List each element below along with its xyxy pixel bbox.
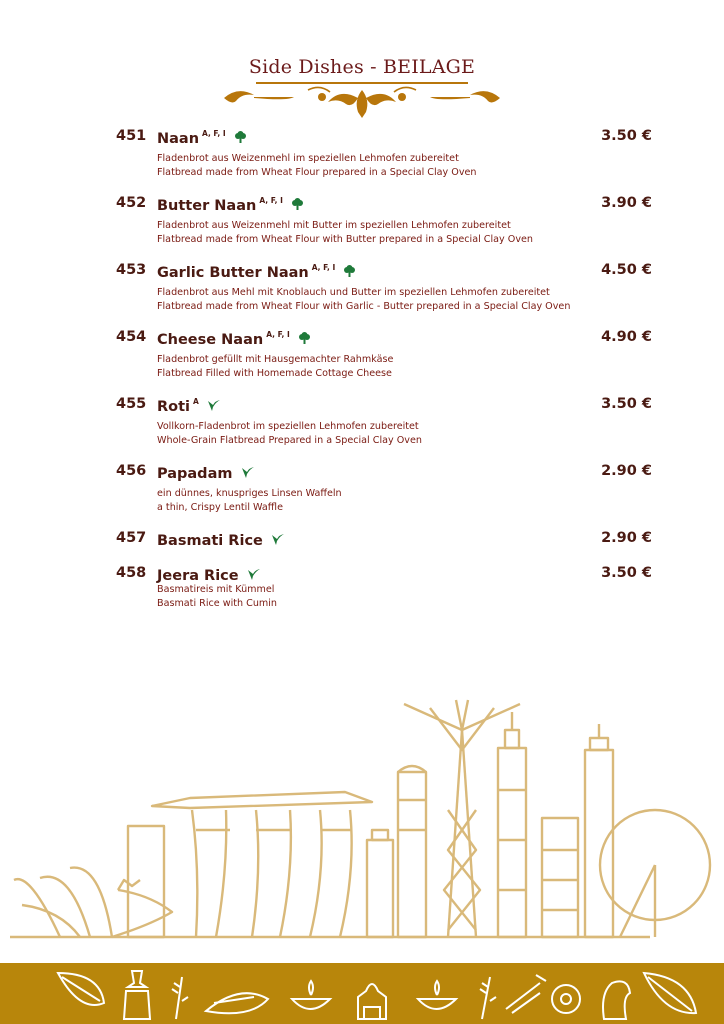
- footer-icons-pattern: [0, 963, 724, 1024]
- description-english: Whole-Grain Flatbread Prepared in a Special Clay Oven: [157, 434, 422, 446]
- wheat-icon-2: [480, 977, 496, 1019]
- item-number: 456: [116, 463, 147, 479]
- item-number: 452: [116, 195, 147, 211]
- allergen-codes: A, F, I: [266, 330, 290, 339]
- menu-list: [116, 128, 652, 632]
- merlion-icon: [603, 981, 630, 1019]
- vegan-leaf-icon: [241, 466, 255, 479]
- item-number: 455: [116, 396, 147, 412]
- item-name: Jeera Rice: [157, 568, 239, 584]
- menu-header: [0, 50, 724, 78]
- item-name: Naan: [157, 131, 200, 147]
- item-description: [157, 219, 533, 246]
- description-german: Fladenbrot aus Weizenmehl im speziellen Lehmofen zubereitet: [157, 153, 459, 164]
- broccoli-icon: [343, 265, 356, 278]
- description-english: Flatbread made from Wheat Flour with Garlic - Butter prepared in a Special Clay Oven: [157, 300, 571, 312]
- menu-item: [116, 262, 652, 329]
- menu-item: [116, 565, 652, 632]
- item-description: [157, 487, 342, 514]
- vegan-leaf-icon: [271, 533, 285, 546]
- description-english: Flatbread made from Wheat Flour with Butter prepared in a Special Clay Oven: [157, 233, 533, 245]
- bread-basket-icon: [206, 993, 268, 1013]
- item-price: 3.90 €: [601, 195, 652, 211]
- item-description: [157, 286, 570, 313]
- vegan-leaf-icon: [207, 399, 221, 412]
- menu-item: [116, 530, 652, 565]
- skyline-illustration: [0, 690, 724, 945]
- lamp-tower-icon: [124, 971, 150, 1019]
- item-name: Papadam: [157, 466, 233, 482]
- item-number: 457: [116, 530, 147, 546]
- description-german: Vollkorn-Fladenbrot im speziellen Lehmofen zubereitet: [157, 421, 419, 432]
- item-price: 4.90 €: [601, 329, 652, 345]
- wheat-icon: [172, 977, 188, 1019]
- item-description: [157, 420, 422, 447]
- item-price: 3.50 €: [601, 565, 652, 581]
- item-description: [157, 152, 477, 179]
- oil-lamp-icon: [292, 981, 330, 1009]
- item-name: Cheese Naan: [157, 332, 264, 348]
- item-price: 4.50 €: [601, 262, 652, 278]
- item-description: [157, 353, 393, 380]
- allergen-codes: A, F, I: [259, 196, 283, 205]
- description-german: Fladenbrot aus Mehl mit Knoblauch und Butter im speziellen Lehmofen zubereitet: [157, 287, 550, 298]
- item-price: 2.90 €: [601, 463, 652, 479]
- broccoli-icon: [298, 332, 311, 345]
- item-number: 454: [116, 329, 147, 345]
- spice-grinder-icon: [506, 975, 546, 1013]
- description-german: Fladenbrot gefüllt mit Hausgemachter Rahmkäse: [157, 354, 394, 365]
- leaf-icon-2: [644, 973, 696, 1013]
- menu-item: [116, 128, 652, 195]
- description-english: Flatbread made from Wheat Flour prepared in a Special Clay Oven: [157, 166, 477, 178]
- item-number: 453: [116, 262, 147, 278]
- item-price: 3.50 €: [601, 128, 652, 144]
- description-english: a thin, Crispy Lentil Waffle: [157, 501, 283, 513]
- menu-item: [116, 463, 652, 530]
- menu-item: [116, 329, 652, 396]
- item-price: 3.50 €: [601, 396, 652, 412]
- vegan-leaf-icon: [247, 568, 261, 581]
- description-german: ein dünnes, knuspriges Linsen Waffeln: [157, 488, 342, 499]
- item-number: 451: [116, 128, 147, 144]
- allergen-codes: A: [193, 397, 199, 406]
- menu-item: [116, 195, 652, 262]
- oil-lamp-icon-2: [418, 981, 456, 1009]
- broccoli-icon: [234, 131, 247, 144]
- page-title: Side Dishes - BEILAGE: [248, 56, 476, 78]
- description-english: Flatbread Filled with Homemade Cottage Cheese: [157, 367, 392, 379]
- menu-item: [116, 396, 652, 463]
- allergen-codes: A, F, I: [311, 263, 336, 272]
- footer-decorative-band: [0, 963, 724, 1024]
- description-english: Basmati Rice with Cumin: [157, 597, 277, 609]
- item-number: 458: [116, 565, 147, 581]
- allergen-codes: A, F, I: [202, 129, 226, 138]
- item-name: Roti: [157, 399, 191, 415]
- leaf-icon: [58, 973, 104, 1005]
- item-name: Butter Naan: [157, 198, 257, 214]
- item-price: 2.90 €: [601, 530, 652, 546]
- flower-icon: [552, 985, 580, 1013]
- broccoli-icon: [291, 198, 304, 211]
- description-german: Basmatireis mit Kümmel: [157, 584, 275, 595]
- item-name: Garlic Butter Naan: [157, 265, 309, 281]
- taj-mahal-icon: [358, 984, 386, 1019]
- item-description: [157, 583, 277, 610]
- item-name: Basmati Rice: [157, 533, 263, 549]
- description-german: Fladenbrot aus Weizenmehl mit Butter im speziellen Lehmofen zubereitet: [157, 220, 511, 231]
